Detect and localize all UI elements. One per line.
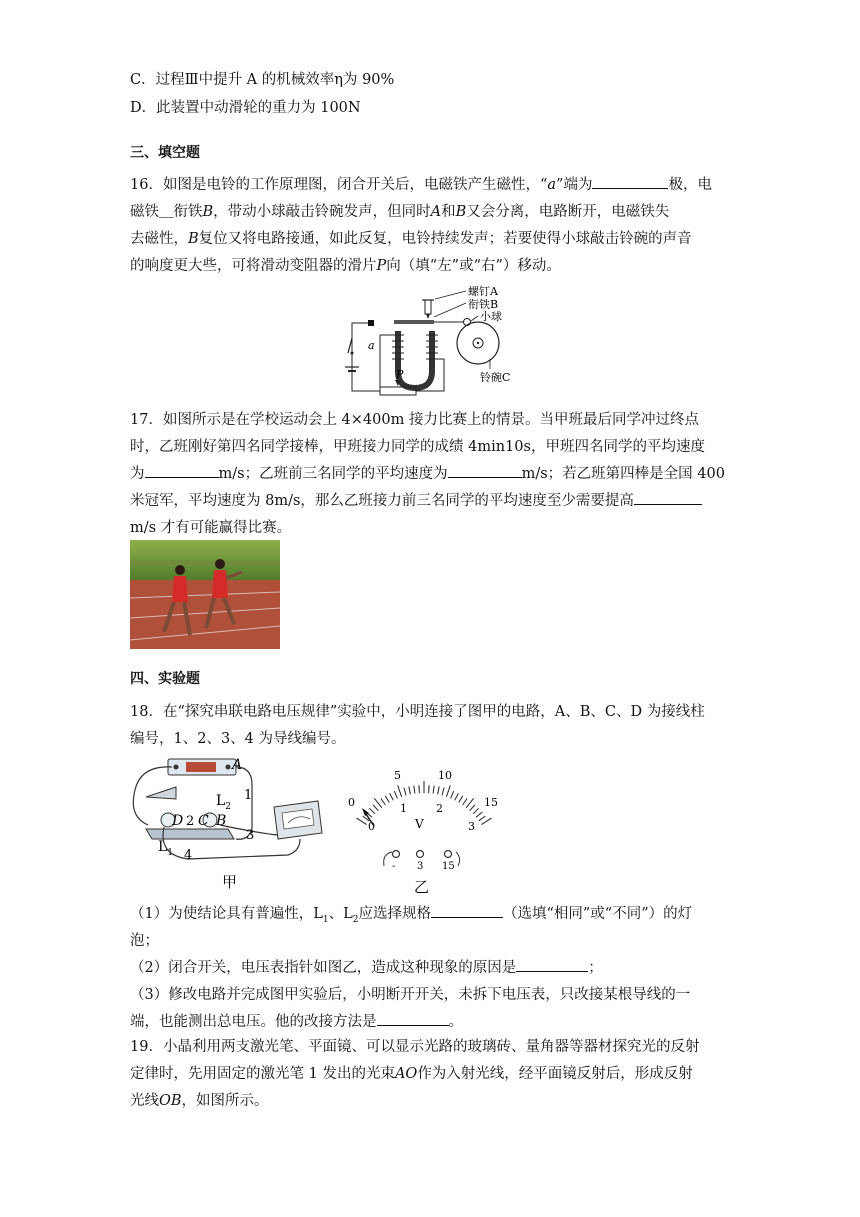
wire-label-2: 2	[186, 814, 195, 829]
section-heading-experiment: 四、实验题	[130, 671, 200, 687]
wire-label-4: 4	[184, 848, 193, 863]
label-b: B	[216, 813, 227, 829]
option-d: D．此装置中动滑轮的重力为 100N	[130, 100, 361, 116]
caption-jia: 甲	[222, 873, 238, 890]
q19-line-2: 定律时，先用固定的激光笔 1 发出的光束AO作为入射光线，经平面镜反射后，形成反射	[130, 1066, 693, 1082]
q17-blank-jia-speed[interactable]	[145, 461, 219, 478]
q16-blank-pole[interactable]	[592, 172, 668, 189]
dial-bottom-3: 3	[468, 820, 475, 833]
dial-tick	[369, 808, 375, 814]
dial-tick	[357, 818, 367, 825]
dial-tick	[374, 798, 382, 807]
dial-ticks	[357, 781, 492, 825]
dial-tick	[463, 798, 468, 805]
q18-sub-3: （3）修改电路并完成图甲实验后，小明断开开关，未拆下电压表，只改接某根导线的一	[130, 987, 691, 1003]
label-screw-a: 螺钉A	[468, 285, 498, 298]
q17-line-5: m/s 才有可能赢得比赛。	[130, 520, 292, 536]
dial-tick	[473, 808, 479, 814]
relay-race-photo	[130, 540, 280, 649]
terminal-3	[417, 851, 424, 858]
q16-line-3: 去磁性，B复位又将电路接通，如此反复，电铃持续发声；若要使得小球敲击铃碗的声音	[130, 231, 692, 247]
switch-icon	[146, 787, 176, 799]
circuit-wire-left	[352, 323, 380, 391]
q18-sub-2: （2）闭合开关，电压表指针如图乙，造成这种现象的原因是 ；	[130, 955, 750, 981]
dial-tick	[381, 798, 386, 805]
q18-sub-1-cont: 泡；	[130, 933, 159, 949]
terminal-label-15: 15	[442, 861, 455, 872]
q18-sub-1: （1）为使结论具有普遍性，$L_1$、$L_2$应选择规格 （选填“相同”或“不同”）的灯	[130, 901, 750, 933]
dial-bottom-0: 0	[368, 820, 375, 833]
dial-tick	[442, 788, 444, 796]
dial-tick	[404, 788, 406, 796]
dial-tick	[438, 787, 440, 795]
terminal-minus	[393, 851, 400, 858]
electric-bell-diagram	[340, 283, 520, 398]
dial-tick	[414, 786, 415, 794]
dial-tick	[385, 796, 389, 803]
label-bowl-c: 铃碗C	[480, 371, 511, 384]
label-c: C	[198, 813, 209, 829]
dial-tick	[479, 816, 486, 821]
dial-tick	[419, 785, 420, 793]
q16-line-1: 16．如图是电铃的工作原理图，闭合开关后，电磁铁产生磁性，“a”端为 极，电	[130, 172, 750, 198]
armature-b	[394, 320, 434, 324]
dial-tick	[390, 793, 394, 800]
dial-tick	[481, 818, 491, 825]
q16-line-4: 的响度更大些，可将滑动变阻器的滑片P向（填“左”或“右”）移动。	[130, 258, 561, 274]
q17-line-1: 17．如图所示是在学校运动会上 4×400m 接力比赛上的情景。当甲班最后同学冲过终点	[130, 412, 699, 428]
terminal-label-3: 3	[417, 861, 424, 872]
label-d: D	[172, 813, 184, 829]
q19-line-3: 光线OB，如图所示。	[130, 1093, 269, 1109]
voltmeter-dial-yi	[344, 766, 514, 894]
q18-blank-reason[interactable]	[516, 955, 588, 972]
dial-tick	[446, 785, 450, 796]
dial-tick	[470, 805, 475, 811]
dial-tick	[459, 796, 463, 803]
q17-line-2: 时，乙班刚好第四名同学接棒，甲班接力同学的成绩 4min10s，甲班四名同学的平均速度	[130, 439, 705, 455]
dial-top-0: 0	[348, 796, 355, 809]
running-track	[130, 580, 280, 649]
q18-blank-spec[interactable]	[431, 901, 503, 918]
dial-top-15: 15	[484, 796, 498, 809]
dial-tick	[466, 798, 474, 807]
label-armature-b: 衔铁B	[468, 298, 499, 311]
q18-line-1: 18．在“探究串联电路电压规律”实验中，小明连接了图甲的电路，A、B、C、D 为接线柱	[130, 704, 705, 720]
option-c: C．过程Ⅲ中提升 A 的机械效率η为 90%	[130, 72, 395, 88]
dial-tick	[451, 791, 454, 798]
label-a: a	[368, 339, 375, 352]
wire-label-1: 1	[244, 788, 253, 803]
q19-line-1: 19．小晶利用两支激光笔、平面镜、可以显示光路的玻璃砖、量角器等器材探究光的反射	[130, 1039, 700, 1055]
q16-line-2: 磁铁＿衔铁B，带动小球敲击铃碗发声，但同时A和B又会分离，电路断开，电磁铁失	[130, 204, 670, 220]
q18-blank-method[interactable]	[377, 1009, 449, 1026]
battery-icon	[186, 762, 216, 772]
dial-tick	[394, 791, 397, 798]
label-ball: 小球	[480, 310, 502, 323]
q17-blank-increase[interactable]	[634, 488, 702, 505]
dial-tick	[409, 787, 411, 795]
dial-top-10: 10	[438, 769, 452, 782]
terminal-square	[368, 320, 374, 326]
dial-bottom-1: 1	[400, 802, 407, 815]
dial-unit: V	[415, 817, 424, 831]
dial-tick	[373, 805, 378, 811]
circuit-figure-jia	[128, 755, 328, 890]
q17-line-4: 米冠军，平均速度为 8m/s，那么乙班接力前三名同学的平均速度至少需要提高	[130, 488, 750, 514]
section-heading-fill-in: 三、填空题	[130, 145, 200, 161]
caption-yi: 乙	[414, 878, 430, 894]
switch-icon	[348, 338, 352, 353]
dial-top-5: 5	[394, 769, 401, 782]
q18-sub-3-cont: 端，也能测出总电压。他的改接方法是 。	[130, 1009, 750, 1035]
label-a: A	[232, 757, 243, 773]
dial-tick	[398, 785, 402, 796]
terminal-15	[445, 851, 452, 858]
q17-line-3: 为 m/s；乙班前三名同学的平均速度为 m/s；若乙班第四棒是全国 400	[130, 461, 750, 487]
dial-tick	[433, 786, 434, 794]
wire-label-3: 3	[246, 828, 255, 843]
label-l2: $L_2$	[216, 793, 232, 812]
screw-a	[425, 300, 431, 314]
terminal-label-minus: -	[392, 861, 396, 872]
dial-tick	[455, 793, 459, 800]
label-l1: $L_1$	[158, 839, 174, 858]
lamp-board	[146, 829, 234, 839]
dial-bottom-2: 2	[436, 802, 443, 815]
q18-line-2: 编号，1、2、3、4 为导线编号。	[130, 731, 346, 747]
dial-tick	[429, 785, 430, 793]
label-p: P	[396, 368, 404, 381]
q17-blank-yi-speed[interactable]	[448, 461, 522, 478]
dial-tick	[476, 812, 482, 817]
